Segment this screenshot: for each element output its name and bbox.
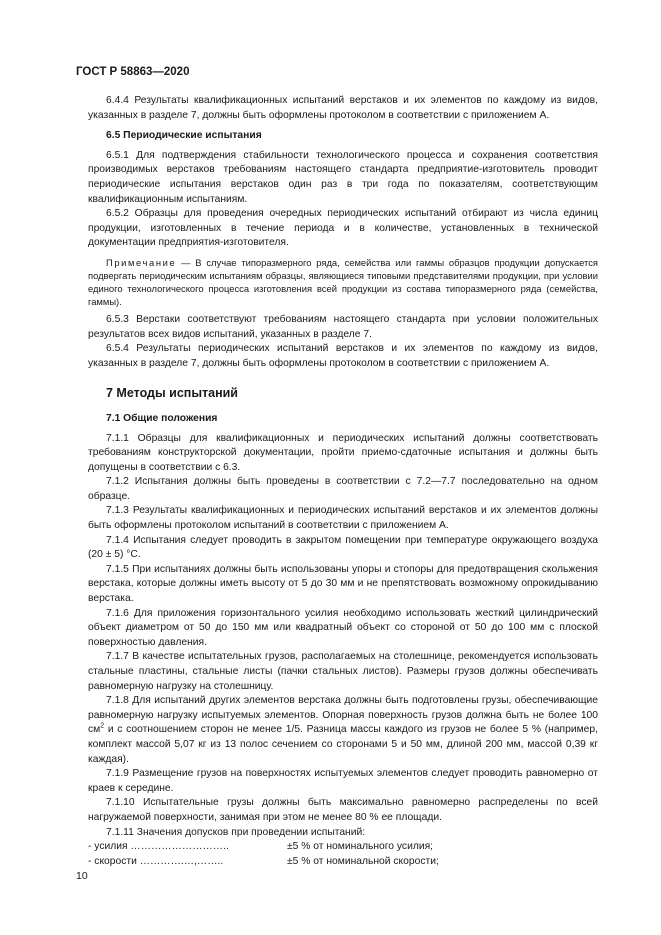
clause-7-1-2: 7.1.2 Испытания должны быть проведены в соответствии с 7.2—7.7 последовательно на одном образце. [88,476,598,502]
clause-7-1-6: 7.1.6 Для приложения горизонтального усилия необходимо использовать жесткий цилиндрический объект диаметром от 50 до 150 мм или квадратный объект со стороной от 50 до 100 мм с плоской поверхностью давления. [88,607,598,648]
heading-7-1: 7.1 Общие положения [106,412,218,424]
clause-7-1-11: 7.1.11 Значения допусков при проведении испытаний: [106,826,366,838]
note-label: Примечание [106,256,177,268]
clause-7-1-8 [88,694,598,767]
superscript-2: 2 [100,722,105,730]
clause-6-5-1: 6.5.1 Для подтверждения стабильности технологического процесса и сохранения соответствия производимых верстаков требованиям настоящего стандарта предприятие-изготовитель проводит периодические испытания верстаков один раз в три года по показателям, соответствующим квалификационным испытаниям. [88,149,598,205]
heading-6-5: 6.5 Периодические испытания [106,130,262,142]
section-7-title: 7 Методы испытаний [106,386,238,401]
page-number: 10 [76,870,88,882]
clause-7-1-4: 7.1.4 Испытания следует проводить в закрытом помещении при температуре окружающего воздуха (20 ± 5) °С. [88,534,598,561]
clause-7-1-7: 7.1.7 В качестве испытательных грузов, располагаемых на столешнице, рекомендуется использовать стальные пластины, стальные листы (пачки стальных листов). Размеры грузов должны обеспечивать равномерную нагрузку на столешницу. [88,651,598,692]
clause-7-1-9: 7.1.9 Размещение грузов на поверхностях испытуемых элементов следует проводить равномерно от краев к середине. [88,768,598,794]
tolerance-row [88,855,598,870]
document-body [88,94,598,869]
clause-7-1-5: 7.1.5 При испытаниях должны быть использованы упоры и стопоры для предотвращения скольжения верстака, которые должны иметь высоту от 5 до 30 мм и не препятствовать возможному опрокидыванию верстака. [88,563,598,605]
clause-6-5-2: 6.5.2 Образцы для проведения очередных периодических испытаний отбирают из числа единиц продукции, изготовленных в течение периода и в количестве, установленных в технической документации предприятия-изготовителя. [88,208,598,249]
clause-7-1-8-part1: 7.1.8 Для испытаний других элементов верстака должны быть подготовлены грузы, обеспечивающие равномерную нагрузку испытуемых элементов. Опорная поверхность грузов должна быть не более 100 см [88,695,598,736]
clause-7-1-8-part2: и с соотношением сторон не менее 1/5. Разница массы каждого из грузов не более 5 % (например, комплект массой 5,07 кг из 13 полос сечением со сторонами 5 и 50 мм, длиной 200 мм, массой 0,39 кг каждая). [88,724,598,765]
clause-6-5-4: 6.5.4 Результаты периодических испытаний верстаков и их элементов по каждому из видов, указанных в разделе 7, должны быть оформлены протоколом в соответствии с приложением А. [88,343,598,369]
clause-6-5-3: 6.5.3 Верстаки соответствуют требованиям настоящего стандарта при условии положительных результатов всех видов испытаний, указанных в разделе 7. [88,313,598,340]
tolerance-value: ±5 % от номинального усилия; [287,841,434,853]
document-header: ГОСТ Р 58863—2020 [76,66,190,78]
tolerance-name: - усилия ……………………….. [88,841,229,853]
clause-7-1-3: 7.1.3 Результаты квалификационных и периодических испытаний верстаков и их элементов должны быть оформлены протоколом испытаний в соответствии с приложением А. [88,505,598,532]
tolerance-value: ±5 % от номинальной скорости; [287,855,439,867]
tolerance-row [88,840,598,855]
clause-7-1-10: 7.1.10 Испытательные грузы должны быть максимально равномерно распределены по всей нагружаемой поверхности, занимая при этом не менее 80 % ее площади. [88,797,598,823]
clause-7-1-1: 7.1.1 Образцы для квалификационных и периодических испытаний должны соответствовать требованиям конструкторской документации, пройти приемо-сдаточные испытания и должны быть допущены в соответствии с 6.3. [88,432,598,473]
clause-6-4-4: 6.4.4 Результаты квалификационных испытаний верстаков и их элементов по каждому из видов, указанных в разделе 7, должны быть оформлены протоколом в соответствии с приложением А. [88,95,598,121]
note-text: — В случае типоразмерного ряда, семейства или гаммы образцов продукции допускается подвергать периодическим испытаниям образцы, являющиеся типовыми представителями продукции, при условии единого технологического процесса изготовления всей продукции из состава типоразмерного ряда (семейства, гаммы). [88,256,598,307]
note [88,256,598,308]
tolerance-name: - скорости ………….…,…….. [88,855,224,867]
